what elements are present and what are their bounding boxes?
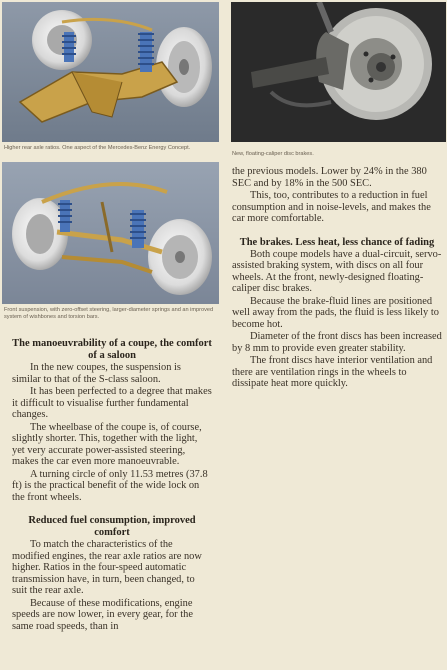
paragraph: the previous models. Lower by 24% in the 380 SEC and by 18% in the 500 SEC. bbox=[232, 166, 427, 189]
paragraph: In the new coupes, the suspension is similar to that of the S-class saloon. bbox=[12, 362, 181, 385]
front-suspension-photo bbox=[2, 162, 219, 304]
paragraph: The wheelbase of the coupe is, of course, slightly shorter. This, together with the light, yet very accurate power-assisted steering, makes the car even more manoeuvrable. bbox=[12, 421, 202, 467]
rear-axle-caption: Higher rear axle ratios. One aspect of the Mercedes-Benz Energy Concept. bbox=[4, 145, 191, 151]
paragraph: Diameter of the front discs has been increased by 8 mm to provide even greater stability. bbox=[232, 331, 442, 354]
paragraph: Because the brake-fluid lines are positioned well away from the pads, the fluid is less likely to become hot. bbox=[232, 295, 439, 330]
paragraph: The front discs have interior ventilation and there are ventilation rings in the wheels to dissipate heat more quickly. bbox=[232, 355, 433, 389]
heading-fuel-consumption: Reduced fuel consumption, improved comfort bbox=[28, 515, 196, 538]
paragraph: This, too, contributes to a reduction in fuel consumption and in noise-levels, and makes the car more comfortable. bbox=[232, 190, 431, 224]
paragraph: Because of these modifications, engine speeds are now lower, in every gear, for the same road speeds, than in bbox=[12, 597, 193, 632]
left-column bbox=[12, 338, 212, 632]
heading-manoeuvrability: The manoeuvrability of a coupe, the comfort of a saloon bbox=[12, 338, 212, 361]
disc-brake-caption: New, floating-caliper disc brakes. bbox=[232, 151, 314, 157]
paragraph: Both coupe models have a dual-circuit, servo-assisted braking system, with discs on all four wheels. At the front, newly-designed floating-caliper disc brakes. bbox=[232, 248, 442, 294]
front-suspension-caption: Front suspension, with zero-offset steering, larger-diameter springs and an improved system of wishbones and torsion bars. bbox=[4, 307, 214, 320]
paragraph: To match the characteristics of the modified engines, the rear axle ratios are now higher. Ratios in the four-speed automatic transmission have, in turn, been changed, to suit the rear axle. bbox=[12, 539, 202, 596]
paragraph: A turning circle of only 11.53 metres (37.8 ft) is the practical benefit of the wide lock on the front wheels. bbox=[12, 468, 208, 503]
disc-brake-photo bbox=[231, 2, 446, 142]
paragraph: It has been perfected to a degree that makes it difficult to visualise further fundamental changes. bbox=[12, 386, 212, 420]
heading-brakes: The brakes. Less heat, less chance of fading bbox=[239, 236, 435, 248]
rear-axle-photo bbox=[2, 2, 219, 142]
right-column bbox=[232, 166, 442, 390]
